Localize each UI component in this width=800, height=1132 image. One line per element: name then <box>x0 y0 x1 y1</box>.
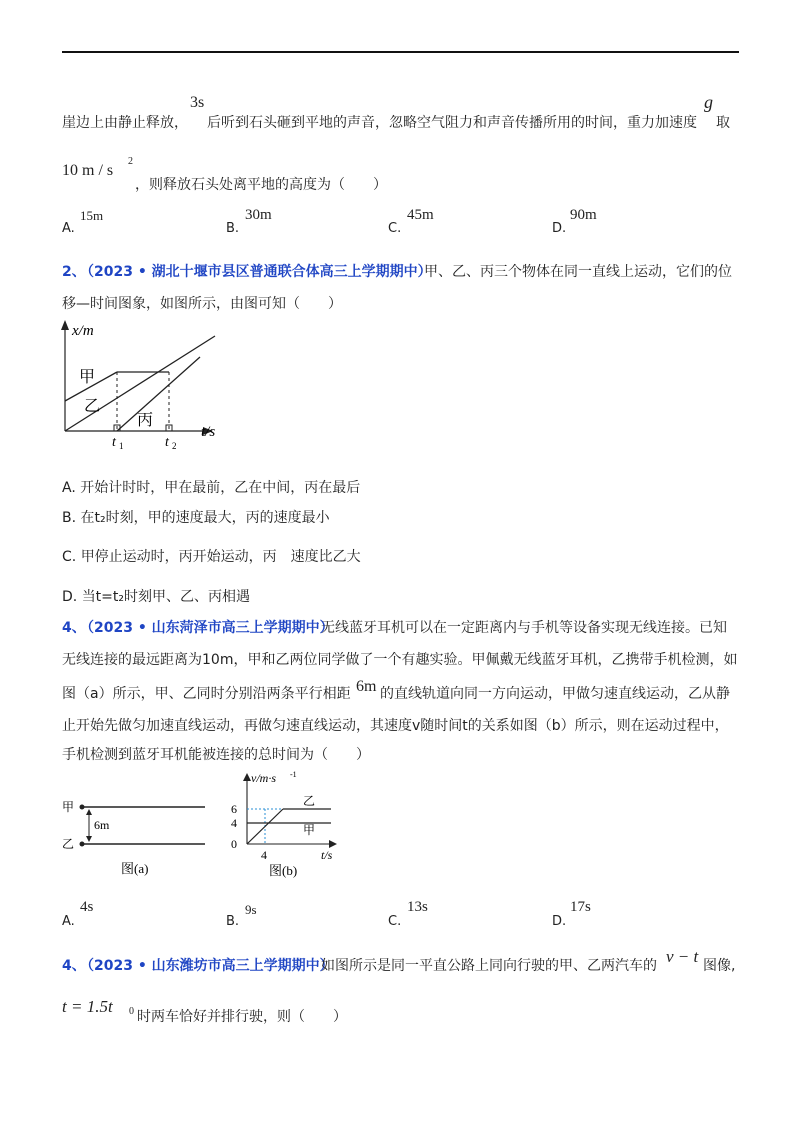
x-axis-label: t/s <box>321 848 333 862</box>
y-axis-label: v/m·s <box>251 771 276 785</box>
question-stem: 甲、乙、丙三个物体在同一直线上运动，它们的位 <box>424 264 732 280</box>
option-text: 开始计时时，甲在最前，乙在中间，丙在最后 <box>80 480 361 496</box>
y-tick-4: 4 <box>231 816 237 830</box>
option-value[interactable]: 30m <box>245 207 272 223</box>
person-yi-dot <box>80 842 85 847</box>
option-label: A. <box>62 480 76 496</box>
option-label[interactable]: C. <box>388 221 402 236</box>
q1-acceleration-value: 10 m / s <box>62 162 114 179</box>
question-stem: 图（a）所示，甲、乙同时分别沿两条平行相距 <box>62 686 351 702</box>
time-formula: t = 1.5t <box>62 997 113 1016</box>
option-a[interactable] <box>62 477 360 497</box>
question-number: 2、 <box>62 264 86 280</box>
option-label[interactable]: B. <box>226 221 240 236</box>
figure-a-caption: 图(a) <box>121 861 149 876</box>
x-tick-4: 4 <box>261 848 267 862</box>
t2-subscript: 2 <box>172 441 177 451</box>
vt-symbol: v − t <box>666 947 699 966</box>
header-rule <box>62 51 739 53</box>
y-axis-exponent: -1 <box>290 770 297 779</box>
y-axis-arrow <box>61 320 69 330</box>
option-text: 甲停止运动时，丙开始运动，丙 速度比乙大 <box>80 549 361 565</box>
option-text: 在t₂时刻，甲的速度最大，丙的速度最小 <box>80 510 330 526</box>
distance-arrow-head-down <box>86 836 92 842</box>
t1-label: t <box>112 435 116 450</box>
q1-text: 取 <box>716 115 730 131</box>
option-value[interactable]: 13s <box>407 899 428 915</box>
label-yi: 乙 <box>62 837 75 851</box>
option-value[interactable]: 9s <box>245 902 257 917</box>
option-value[interactable]: 90m <box>570 207 597 223</box>
option-b[interactable] <box>62 507 330 527</box>
question-stem: 的直线轨道向同一方向运动，甲做匀速直线运动，乙从静 <box>380 686 730 702</box>
x-axis-label: t/s <box>201 424 216 440</box>
q1-text: ，则释放石头处离平地的高度为（ ） <box>135 177 387 193</box>
distance-arrow-head-up <box>86 809 92 815</box>
option-label[interactable]: D. <box>552 221 567 236</box>
t2-label: t <box>165 435 169 450</box>
question-number: 4、 <box>62 620 86 636</box>
q1-acceleration-exponent: 2 <box>128 156 133 167</box>
option-label[interactable]: A. <box>62 914 75 929</box>
distance-value: 6m <box>356 678 377 695</box>
question-source: （2023 • 湖北十堰市县区普通联合体高三上学期期中） <box>80 264 432 280</box>
x-axis-arrow <box>329 840 337 848</box>
question-stem: 无线连接的最远距离为10m，甲和乙两位同学做了一个有趣实验。甲佩戴无线蓝牙耳机，乙携带手机检测，如 <box>62 652 738 668</box>
q1-text: 崖边上由静止释放， <box>62 115 188 131</box>
label-bing: 丙 <box>137 412 154 429</box>
question-stem: 图像, <box>703 958 736 974</box>
label-jia: 甲 <box>303 823 316 837</box>
option-value[interactable]: 17s <box>570 899 591 915</box>
option-label: B. <box>62 510 77 526</box>
line-bing <box>117 357 200 431</box>
q3-figure-b <box>225 768 345 880</box>
question-stem: 时两车恰好并排行驶，则（ ） <box>137 1009 347 1025</box>
q2-xt-graph <box>55 315 230 453</box>
figure-b-caption: 图(b) <box>269 863 298 878</box>
option-text: 当t=t₂时刻甲、乙、丙相遇 <box>81 589 251 605</box>
q1-gravity-symbol: g <box>704 92 713 112</box>
t1-subscript: 1 <box>119 441 124 451</box>
distance-label: 6m <box>94 818 110 832</box>
option-c[interactable] <box>62 546 361 566</box>
question-stem: 手机检测到蓝牙耳机能被连接的总时间为（ ） <box>62 747 370 763</box>
question-stem: 止开始先做匀加速直线运动，再做匀速直线运动，其速度v随时间t的关系如图（b）所示，则在运动过程中， <box>62 718 729 734</box>
y-axis-label: x/m <box>72 323 94 339</box>
y-axis-arrow <box>243 773 251 781</box>
question-source: （2023 • 山东潍坊市高三上学期期中） <box>80 958 334 974</box>
option-value[interactable]: 45m <box>407 207 434 223</box>
question-stem: 移—时间图象，如图所示，由图可知（ ） <box>62 296 342 312</box>
q1-text: 后听到石头砸到平地的声音，忽略空气阻力和声音传播所用的时间，重力加速度 <box>207 115 697 131</box>
option-label[interactable]: B. <box>226 914 240 929</box>
y-tick-6: 6 <box>231 802 237 816</box>
option-label: D. <box>62 589 78 605</box>
option-value[interactable]: 4s <box>80 899 94 915</box>
question-number: 4、 <box>62 958 86 974</box>
option-value[interactable]: 15m <box>80 208 104 223</box>
label-jia: 甲 <box>79 369 96 386</box>
q3-figure-a <box>60 795 210 880</box>
question-source: （2023 • 山东菏泽市高三上学期期中） <box>80 620 334 636</box>
time-formula-subscript: 0 <box>129 1006 134 1017</box>
option-label[interactable]: D. <box>552 914 567 929</box>
person-jia-dot <box>80 805 85 810</box>
label-jia: 甲 <box>62 800 75 814</box>
question-stem: 如图所示是同一平直公路上同向行驶的甲、乙两汽车的 <box>321 958 657 974</box>
option-label[interactable]: A. <box>62 221 75 236</box>
option-label: C. <box>62 549 77 565</box>
question-stem: 无线蓝牙耳机可以在一定距离内与手机等设备实现无线连接。已知 <box>321 620 727 636</box>
label-yi: 乙 <box>84 398 101 415</box>
option-d[interactable] <box>62 586 250 606</box>
y-tick-0: 0 <box>231 837 237 851</box>
option-label[interactable]: C. <box>388 914 402 929</box>
q1-time-value: 3s <box>190 94 205 111</box>
label-yi: 乙 <box>303 794 316 808</box>
